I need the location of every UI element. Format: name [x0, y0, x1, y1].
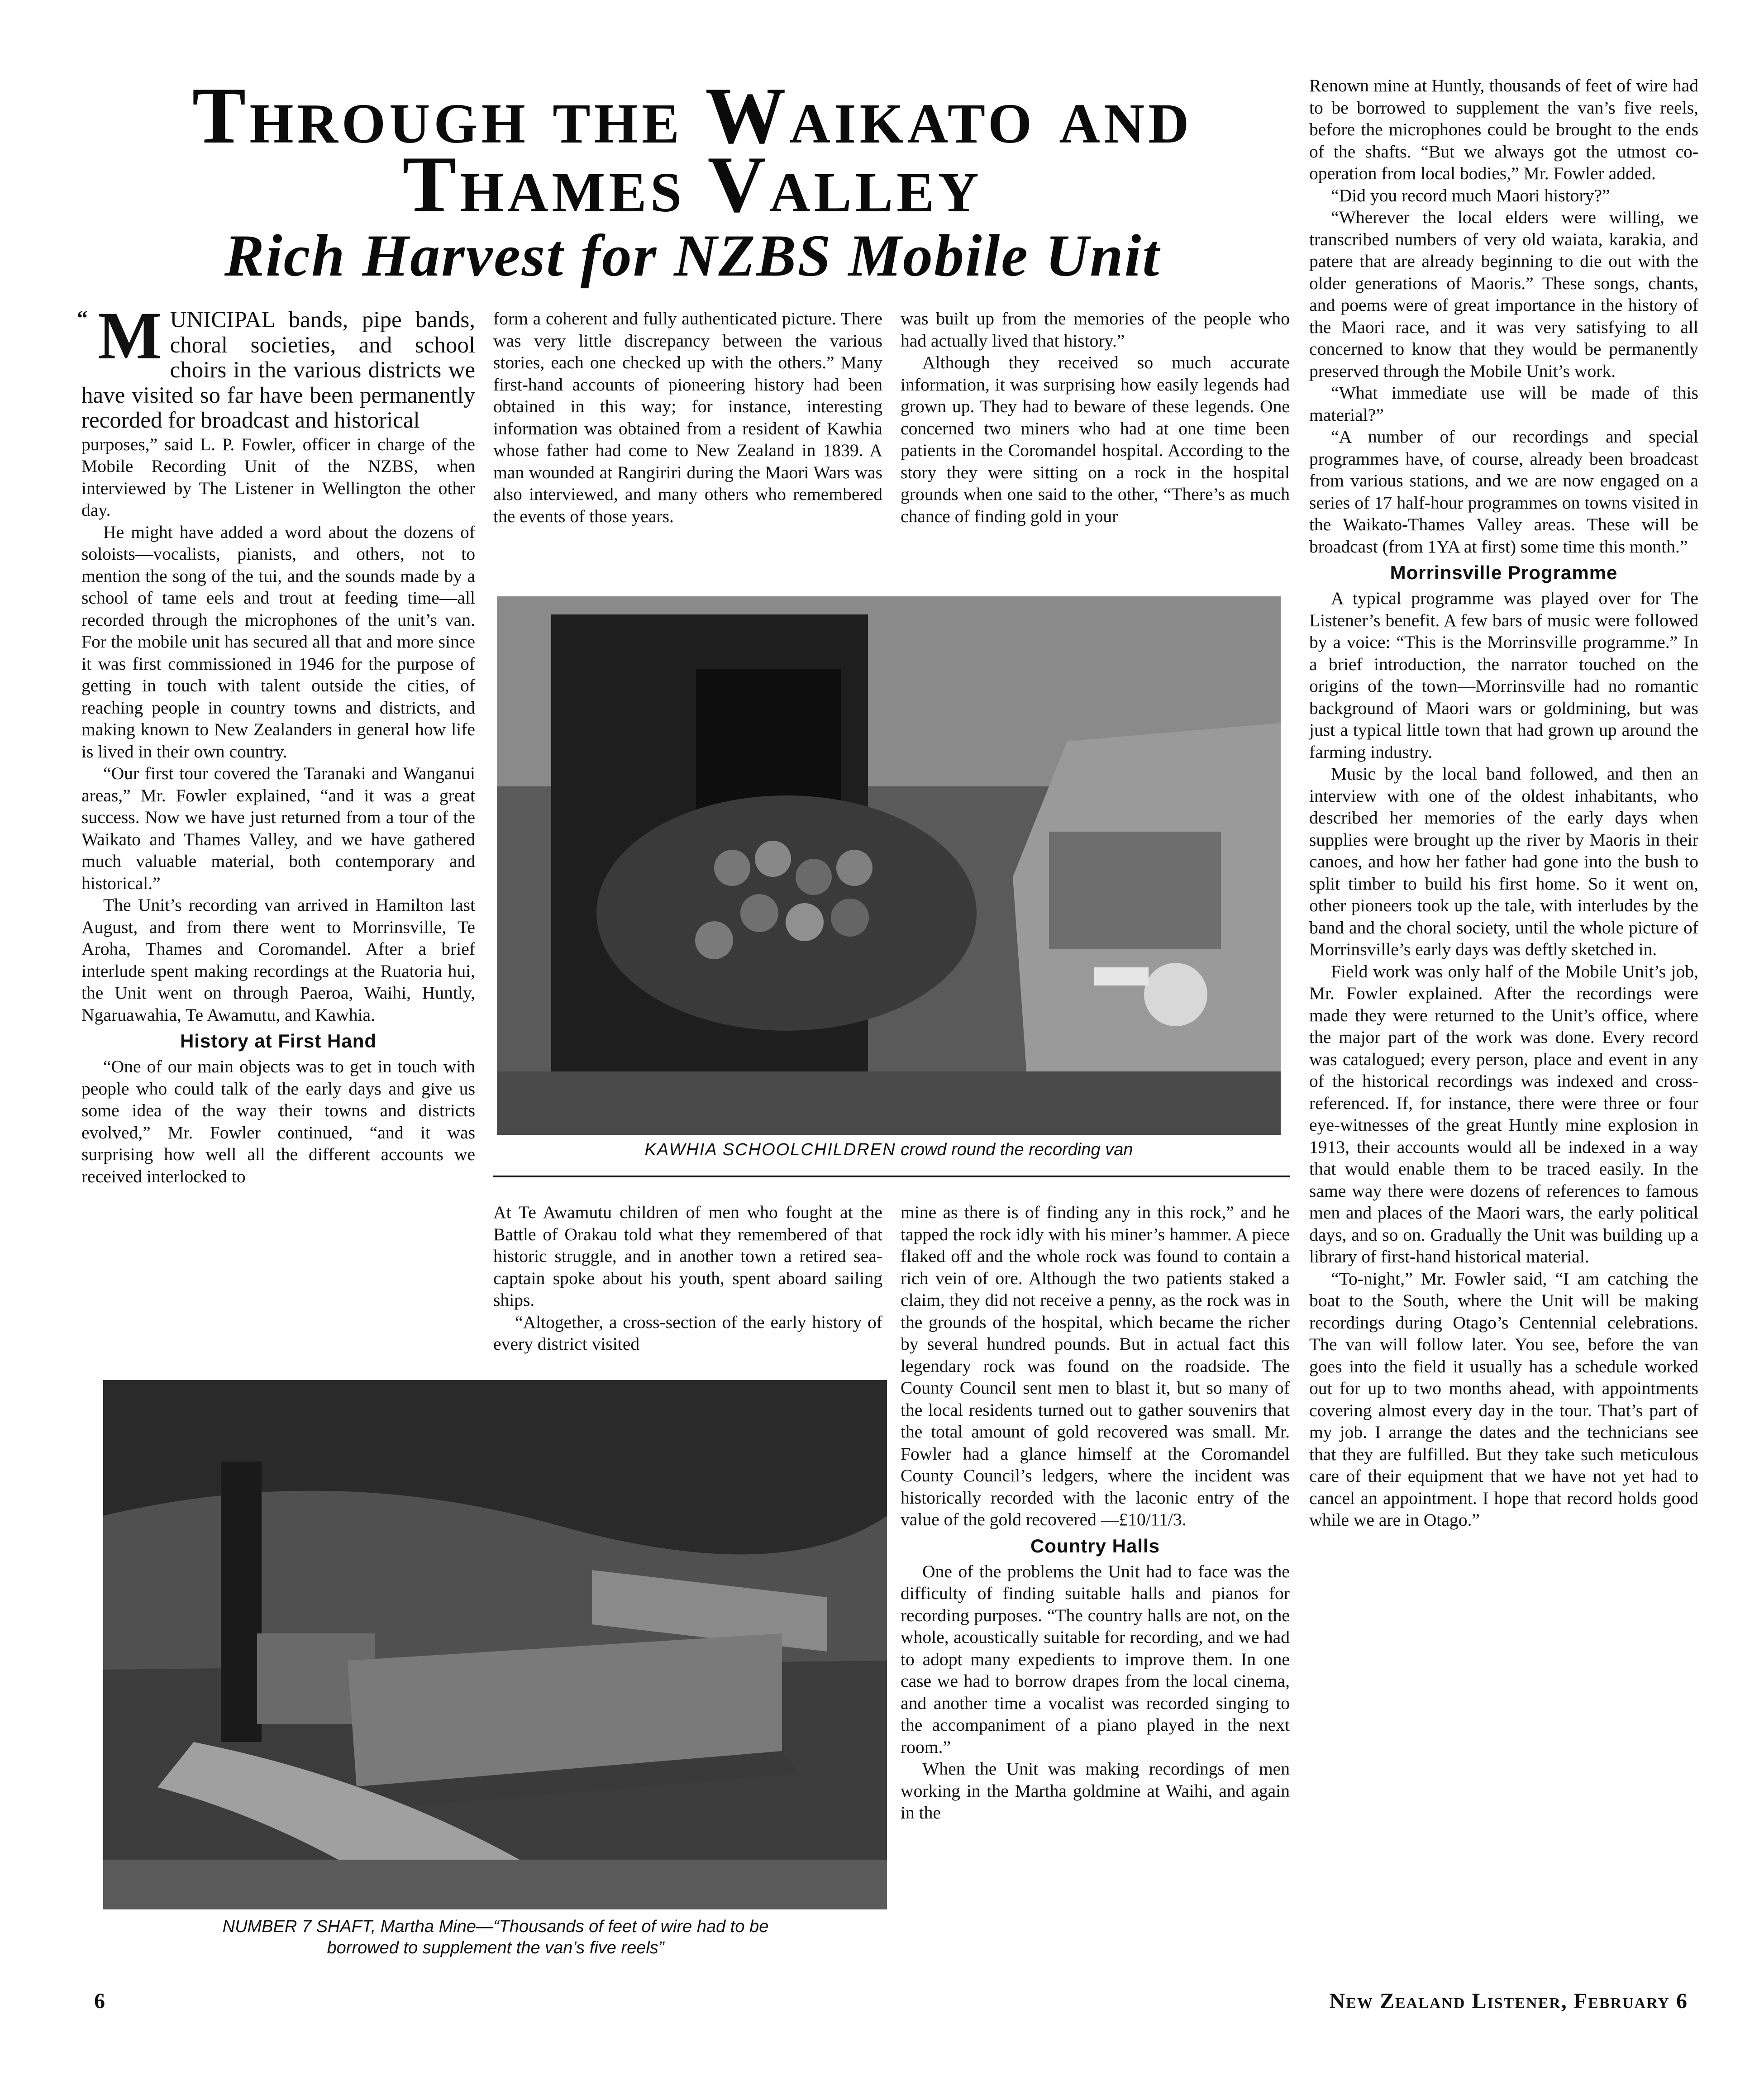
article-column-3-middle — [901, 1201, 1290, 1824]
paragraph: Although they received so much accurate information, it was surprising how easily legends had grown up. They had to beware of these legends. One concerned two miners who had at one time been patients in the Coromandel hospital. According to the story they were sitting on a rock in the hospital grounds when one said to the other, “There’s as much chance of finding gold in your — [901, 352, 1290, 526]
caption-top-photo-subject: KAWHIA SCHOOLCHILDREN — [644, 1140, 896, 1159]
lead-paragraph — [77, 298, 475, 433]
headline-line-1: Through the Waikato and — [192, 71, 1193, 160]
caption-bottom-photo — [91, 1916, 901, 1959]
paragraph: One of the problems the Unit had to face was the difficulty of finding suitable halls and pianos for recording purposes. “The country halls are not, on the whole, acoustically suitable for recording, and we had to adopt many expedients to improve them. In one case we had to borrow drapes from the local cinema, and another time a vocalist was recorded singing to the accompaniment of a piano played in the next room.” — [901, 1561, 1290, 1757]
drop-cap: M — [98, 298, 162, 373]
subheadline: Rich Harvest for NZBS Mobile Unit — [224, 222, 1161, 289]
article-column-3-top — [901, 308, 1290, 527]
section-heading-history: History at First Hand — [180, 1030, 377, 1052]
photo-kawhia-schoolchildren — [497, 596, 1281, 1135]
paragraph: “One of our main objects was to get in touch with people who could talk of the early days and give us some idea of the way their towns and districts evolved,” Mr. Fowler continued, “and it was surprising how well all the different accounts we received interlocked to — [81, 1057, 475, 1186]
section-heading-country-halls: Country Halls — [1030, 1535, 1160, 1557]
paragraph: form a coherent and fully authenticated picture. There was very little discrepancy between the various stories, each one checked up with the others.” Many first-hand accounts of pioneering history had been obtained in this way; for instance, interesting information was obtained from a resident of Kawhia whose father had come to New Zealand in 1839. A man wounded at Rangiriri during the Maori Wars was also interviewed, and many others who remembered the events of those years. — [493, 309, 882, 526]
paragraph: “Wherever the local elders were willing, we transcribed numbers of very old waiata, karakia, and patere that are already beginning to die out with the older generations of Maoris.” These songs, chants, and poems were of great importance in the history of the Maori race, and it was very satisfying to all concerned to know that they would be permanently preserved through the Mobile Unit’s work. — [1309, 207, 1698, 381]
paragraph: “What immediate use will be made of this material?” — [1309, 383, 1698, 425]
photo-number-7-shaft — [103, 1380, 887, 1909]
article-column-2-middle — [493, 1201, 882, 1355]
page-number: 6 — [94, 1989, 106, 2013]
paragraph: purposes,” said L. P. Fowler, officer in charge of the Mobile Recording Unit of the NZBS, when interviewed by The Listener in Wellington the other day. — [81, 434, 475, 520]
caption-top-photo — [497, 1139, 1281, 1161]
paragraph: “To-night,” Mr. Fowler said, “I am catching the boat to the South, where the Unit will be making recordings during Otago’s Centennial celebrations. The van will follow later. You see, before the van goes into the field it usually has a schedule worked out for up to two months ahead, with appointments covering almost every day in the tour. That’s part of my job. I arrange the dates and the technicians see that they are fulfilled. But they take such meticulous care of their equipment that we have not yet had to cancel an appointment. I hope that record holds good while we are in Otago.” — [1309, 1268, 1698, 1530]
section-heading-morrinsville: Morrinsville Programme — [1390, 562, 1618, 583]
lead-text: UNICIPAL bands, pipe bands, choral societies, and school choirs in the various districts we have visited so far have been permanently recorded for broadcast and historical — [81, 307, 475, 433]
paragraph: A typical programme was played over for The Listener’s benefit. A few bars of music were followed by a voice: “This is the Morrinsville programme.” In a brief introduction, the narrator touched on the origins of the town—Morrinsville had no romantic background of Maori wars or goldmining, but was just a typical little town that had grown up around the farming industry. — [1309, 588, 1698, 762]
caption-bottom-line-2: borrowed to supplement the van’s five reels” — [327, 1938, 664, 1957]
paragraph: When the Unit was making recordings of men working in the Martha goldmine at Waihi, and again in the — [901, 1759, 1290, 1823]
divider-rule — [493, 1176, 1290, 1177]
article-column-2-top — [493, 308, 882, 527]
photo-illustration — [103, 1380, 887, 1909]
paragraph: “Our first tour covered the Taranaki and Wanganui areas,” Mr. Fowler explained, “and it was a great success. Now we have just returned from a tour of the Waikato and Thames Valley, and we have gathered much valuable material, both contemporary and historical.” — [81, 763, 475, 893]
headline-line-2: Thames Valley — [402, 139, 982, 229]
article-column-4 — [1309, 75, 1698, 1531]
paragraph: The Unit’s recording van arrived in Hamilton last August, and from there went to Morrinsville, Te Aroha, Thames and Coromandel. After a brief interlude spent making recordings at the Ruatoria hui, the Unit went on through Paeroa, Waihi, Huntly, Ngaruawahia, Te Awamutu, and Kawhia. — [81, 895, 475, 1025]
paragraph: He might have added a word about the dozens of soloists—vocalists, pianists, and others, not to mention the song of the tui, and the sounds made by a school of tame eels and trout at feeding time—all recorded through the microphones of the unit’s van. For the mobile unit has secured all that and more since it was first commissioned in 1946 for the purpose of getting in touch with talent outside the cities, of reaching people in country towns and districts, and making known to New Zealanders in general how life is lived in their own country. — [81, 522, 475, 762]
article-column-1 — [77, 298, 475, 1187]
footer-masthead: New Zealand Listener, February 6 — [1329, 1989, 1688, 2013]
lead-open-quote: “ — [77, 306, 88, 330]
caption-top-photo-text: crowd round the recording van — [901, 1140, 1133, 1159]
paragraph: Music by the local band followed, and then an interview with one of the oldest inhabitants, who described her memories of the early days when supplies were brought up the river by Maoris in their canoes, and how her father had gone into the bush to split timber to build his first home. So it went on, other pioneers took up the tale, with interludes by the band and the choral society, until the whole picture of Morrinsville’s early days was deftly sketched in. — [1309, 764, 1698, 959]
paragraph: “Did you record much Maori history?” — [1331, 185, 1610, 205]
paragraph: was built up from the memories of the people who had actually lived that history.” — [901, 309, 1290, 351]
paragraph: mine as there is of finding any in this rock,” and he tapped the rock idly with his miner’s hammer. A piece flaked off and the whole rock was found to contain a rich vein of ore. Although the two patients staked a claim, they did not receive a penny, as the rock was in the grounds of the hospital, which became the richer by several hundred pounds. But in actual fact this legendary rock was found on the roadside. The County Council sent men to blast it, but so many of the local residents turned out to gather souvenirs that the total amount of gold recovered was small. Mr. Fowler had a glance himself at the Coromandel County Council’s ledgers, where the incident was historically recorded with the laconic entry of the value of the gold recovered —£10/11/3. — [901, 1202, 1290, 1529]
photo-illustration — [497, 596, 1281, 1135]
caption-bottom-line-1: NUMBER 7 SHAFT, Martha Mine—“Thousands of feet of wire had to be — [222, 1917, 769, 1936]
paragraph: At Te Awamutu children of men who fought at the Battle of Orakau told what they remembered of that historic struggle, and in another town a retired sea-captain spoke about his youth, spent aboard sailing ships. — [493, 1202, 882, 1310]
paragraph: “Altogether, a cross-section of the early history of every district visited — [493, 1312, 882, 1354]
paragraph: Field work was only half of the Mobile Unit’s job, Mr. Fowler explained. After the recordings were made they were returned to the Unit’s office, where the major part of the work was done. Every record was catalogued; every person, place and event in any of the historical recordings was indexed and cross-referenced. If, for instance, there were three or four eye-witnesses of the great Huntly mine explosion in 1913, their accounts would all be indexed in a way that would enable them to be traced easily. In the same way there were dozens of references to famous men and places of the Maori wars, the early political days, and so on. Gradually the Unit was building up a library of first-hand historical material. — [1309, 961, 1698, 1266]
paragraph: “A number of our recordings and special programmes have, of course, already been broadcast from various stations, and we are now engaged on a series of 17 half-hour programmes on towns visited in the Waikato-Thames Valley areas. These will be broadcast (from 1YA at first) some time this month.” — [1309, 427, 1698, 557]
paragraph: Renown mine at Huntly, thousands of feet of wire had to be borrowed to supplement the van’s five reels, before the microphones could be brought to the ends of the shafts. “But we always got the utmost co-operation from local bodies,” Mr. Fowler added. — [1309, 76, 1698, 183]
